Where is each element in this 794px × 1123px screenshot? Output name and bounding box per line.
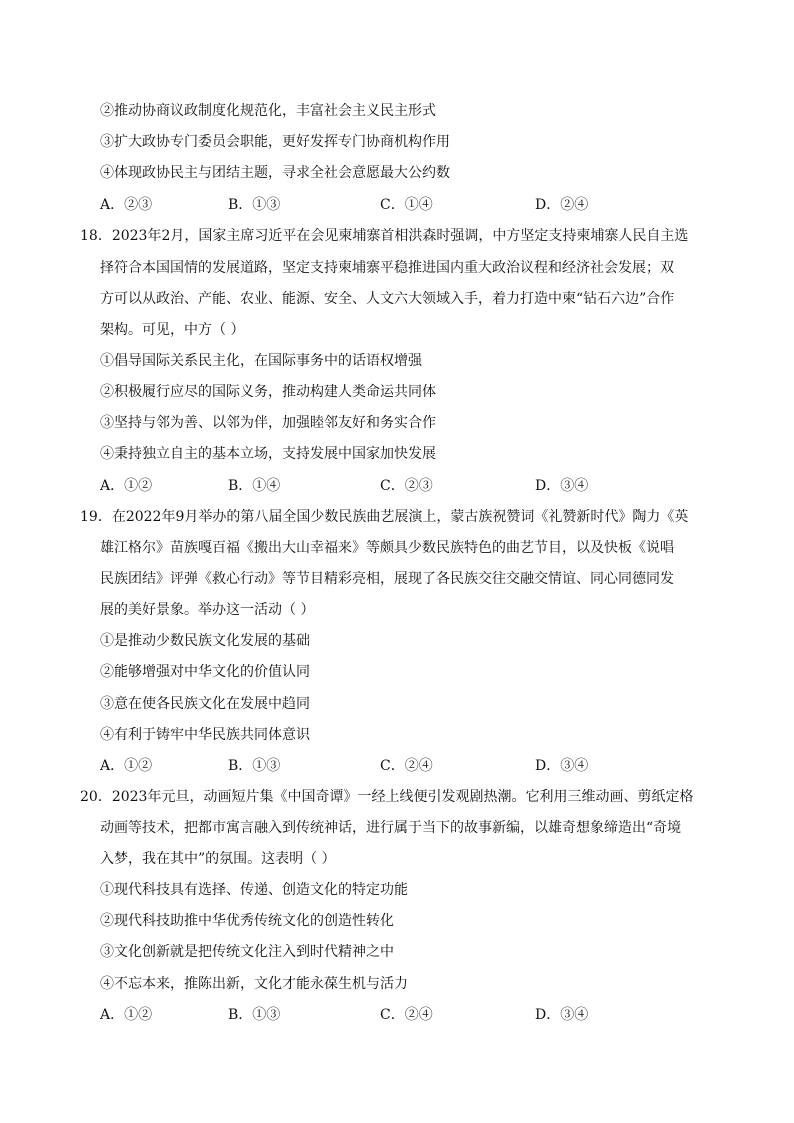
q19-option-1: ①是推动少数民族文化发展的基础	[100, 633, 310, 649]
q17-option-2: ②推动协商议政制度化规范化，丰富社会主义民主形式	[100, 103, 436, 119]
q18-choice-b[interactable]: B．①④	[228, 478, 281, 494]
q19-stem-line-4: 展的美好景象。举办这一活动（ ）	[100, 602, 315, 618]
q18-stem-line-4: 架构。可见，中方（ ）	[100, 322, 245, 338]
q18-choice-c[interactable]: C．②③	[380, 478, 433, 494]
q19-option-3: ③意在使各民族文化在发展中趋同	[100, 696, 310, 712]
q17-option-3: ③扩大政协专门委员会职能，更好发挥专门协商机构作用	[100, 134, 450, 150]
q18-option-3: ③坚持与邻为善、以邻为伴，加强睦邻友好和务实合作	[100, 415, 436, 431]
q20-stem-line-2: 动画等技术，把都市寓言融入到传统神话，进行属于当下的故事新编，以雄奇想象缔造出“奇境	[100, 820, 682, 836]
q20-stem-line-1: 20．2023年元旦，动画短片集《中国奇谭》一经上线便引发观剧热潮。它利用三维动画、剪纸定格	[80, 789, 694, 805]
q20-choice-d[interactable]: D．③④	[535, 1007, 589, 1023]
q20-choice-a[interactable]: A．①②	[100, 1007, 153, 1023]
q20-option-4: ④不忘本来，推陈出新，文化才能永葆生机与活力	[100, 976, 408, 992]
q20-choice-b[interactable]: B．①③	[228, 1007, 281, 1023]
q19-choice-a[interactable]: A．①②	[100, 758, 153, 774]
q20-option-1: ①现代科技具有选择、传递、创造文化的特定功能	[100, 882, 408, 898]
q19-option-4: ④有利于铸牢中华民族共同体意识	[100, 727, 310, 743]
q19-stem-line-2: 雄江格尔》苗族嘎百福《搬出大山幸福来》等颇具少数民族特色的曲艺节目，以及快板《说唱	[100, 540, 674, 556]
q18-choice-a[interactable]: A．①②	[100, 478, 153, 494]
q19-answer-choices	[100, 756, 660, 776]
q18-answer-choices	[100, 476, 660, 496]
q18-stem-line-1: 18．2023年2月，国家主席习近平在会见柬埔寨首相洪森时强调，中方坚定支持柬埔寨人民自主选	[80, 228, 689, 244]
q20-stem-line-3: 入梦，我在其中”的氛围。这表明（ ）	[100, 851, 336, 867]
q20-answer-choices	[100, 1005, 660, 1025]
q20-option-3: ③文化创新就是把传统文化注入到时代精神之中	[100, 944, 394, 960]
q17-choice-d[interactable]: D．②④	[535, 197, 589, 213]
q18-option-1: ①倡导国际关系民主化，在国际事务中的话语权增强	[100, 353, 422, 369]
q17-answer-choices	[100, 195, 660, 215]
q19-option-2: ②能够增强对中华文化的价值认同	[100, 664, 310, 680]
q17-option-4: ④体现政协民主与团结主题，寻求全社会意愿最大公约数	[100, 165, 450, 181]
q17-choice-a[interactable]: A．②③	[100, 197, 153, 213]
q19-number: 19．	[80, 509, 112, 525]
q18-number: 18．	[80, 228, 112, 244]
q17-choice-b[interactable]: B．①③	[228, 197, 281, 213]
q18-option-2: ②积极履行应尽的国际义务，推动构建人类命运共同体	[100, 384, 436, 400]
q19-stem-line-3: 民族团结》评弹《救心行动》等节目精彩亮相，展现了各民族交往交融交情谊、同心同德同发	[100, 571, 674, 587]
q18-stem-line-2: 择符合本国国情的发展道路，坚定支持柬埔寨平稳推进国内重大政治议程和经济社会发展；双	[100, 260, 674, 276]
q19-choice-b[interactable]: B．①③	[228, 758, 281, 774]
q17-choice-c[interactable]: C．①④	[380, 197, 433, 213]
q19-choice-c[interactable]: C．②④	[380, 758, 433, 774]
q20-option-2: ②现代科技助推中华优秀传统文化的创造性转化	[100, 913, 394, 929]
q18-option-4: ④秉持独立自主的基本立场，支持发展中国家加快发展	[100, 446, 436, 462]
q18-stem-line-3: 方可以从政治、产能、农业、能源、安全、人文六大领域入手，着力打造中柬“钻石六边”合作	[100, 291, 675, 307]
q20-choice-c[interactable]: C．②④	[380, 1007, 433, 1023]
q20-number: 20．	[80, 789, 112, 805]
q19-choice-d[interactable]: D．③④	[535, 758, 589, 774]
q18-choice-d[interactable]: D．③④	[535, 478, 589, 494]
q19-stem-line-1: 19．在2022年9月举办的第八届全国少数民族曲艺展演上，蒙古族祝赞词《礼赞新时代》陶力《英	[80, 509, 689, 525]
